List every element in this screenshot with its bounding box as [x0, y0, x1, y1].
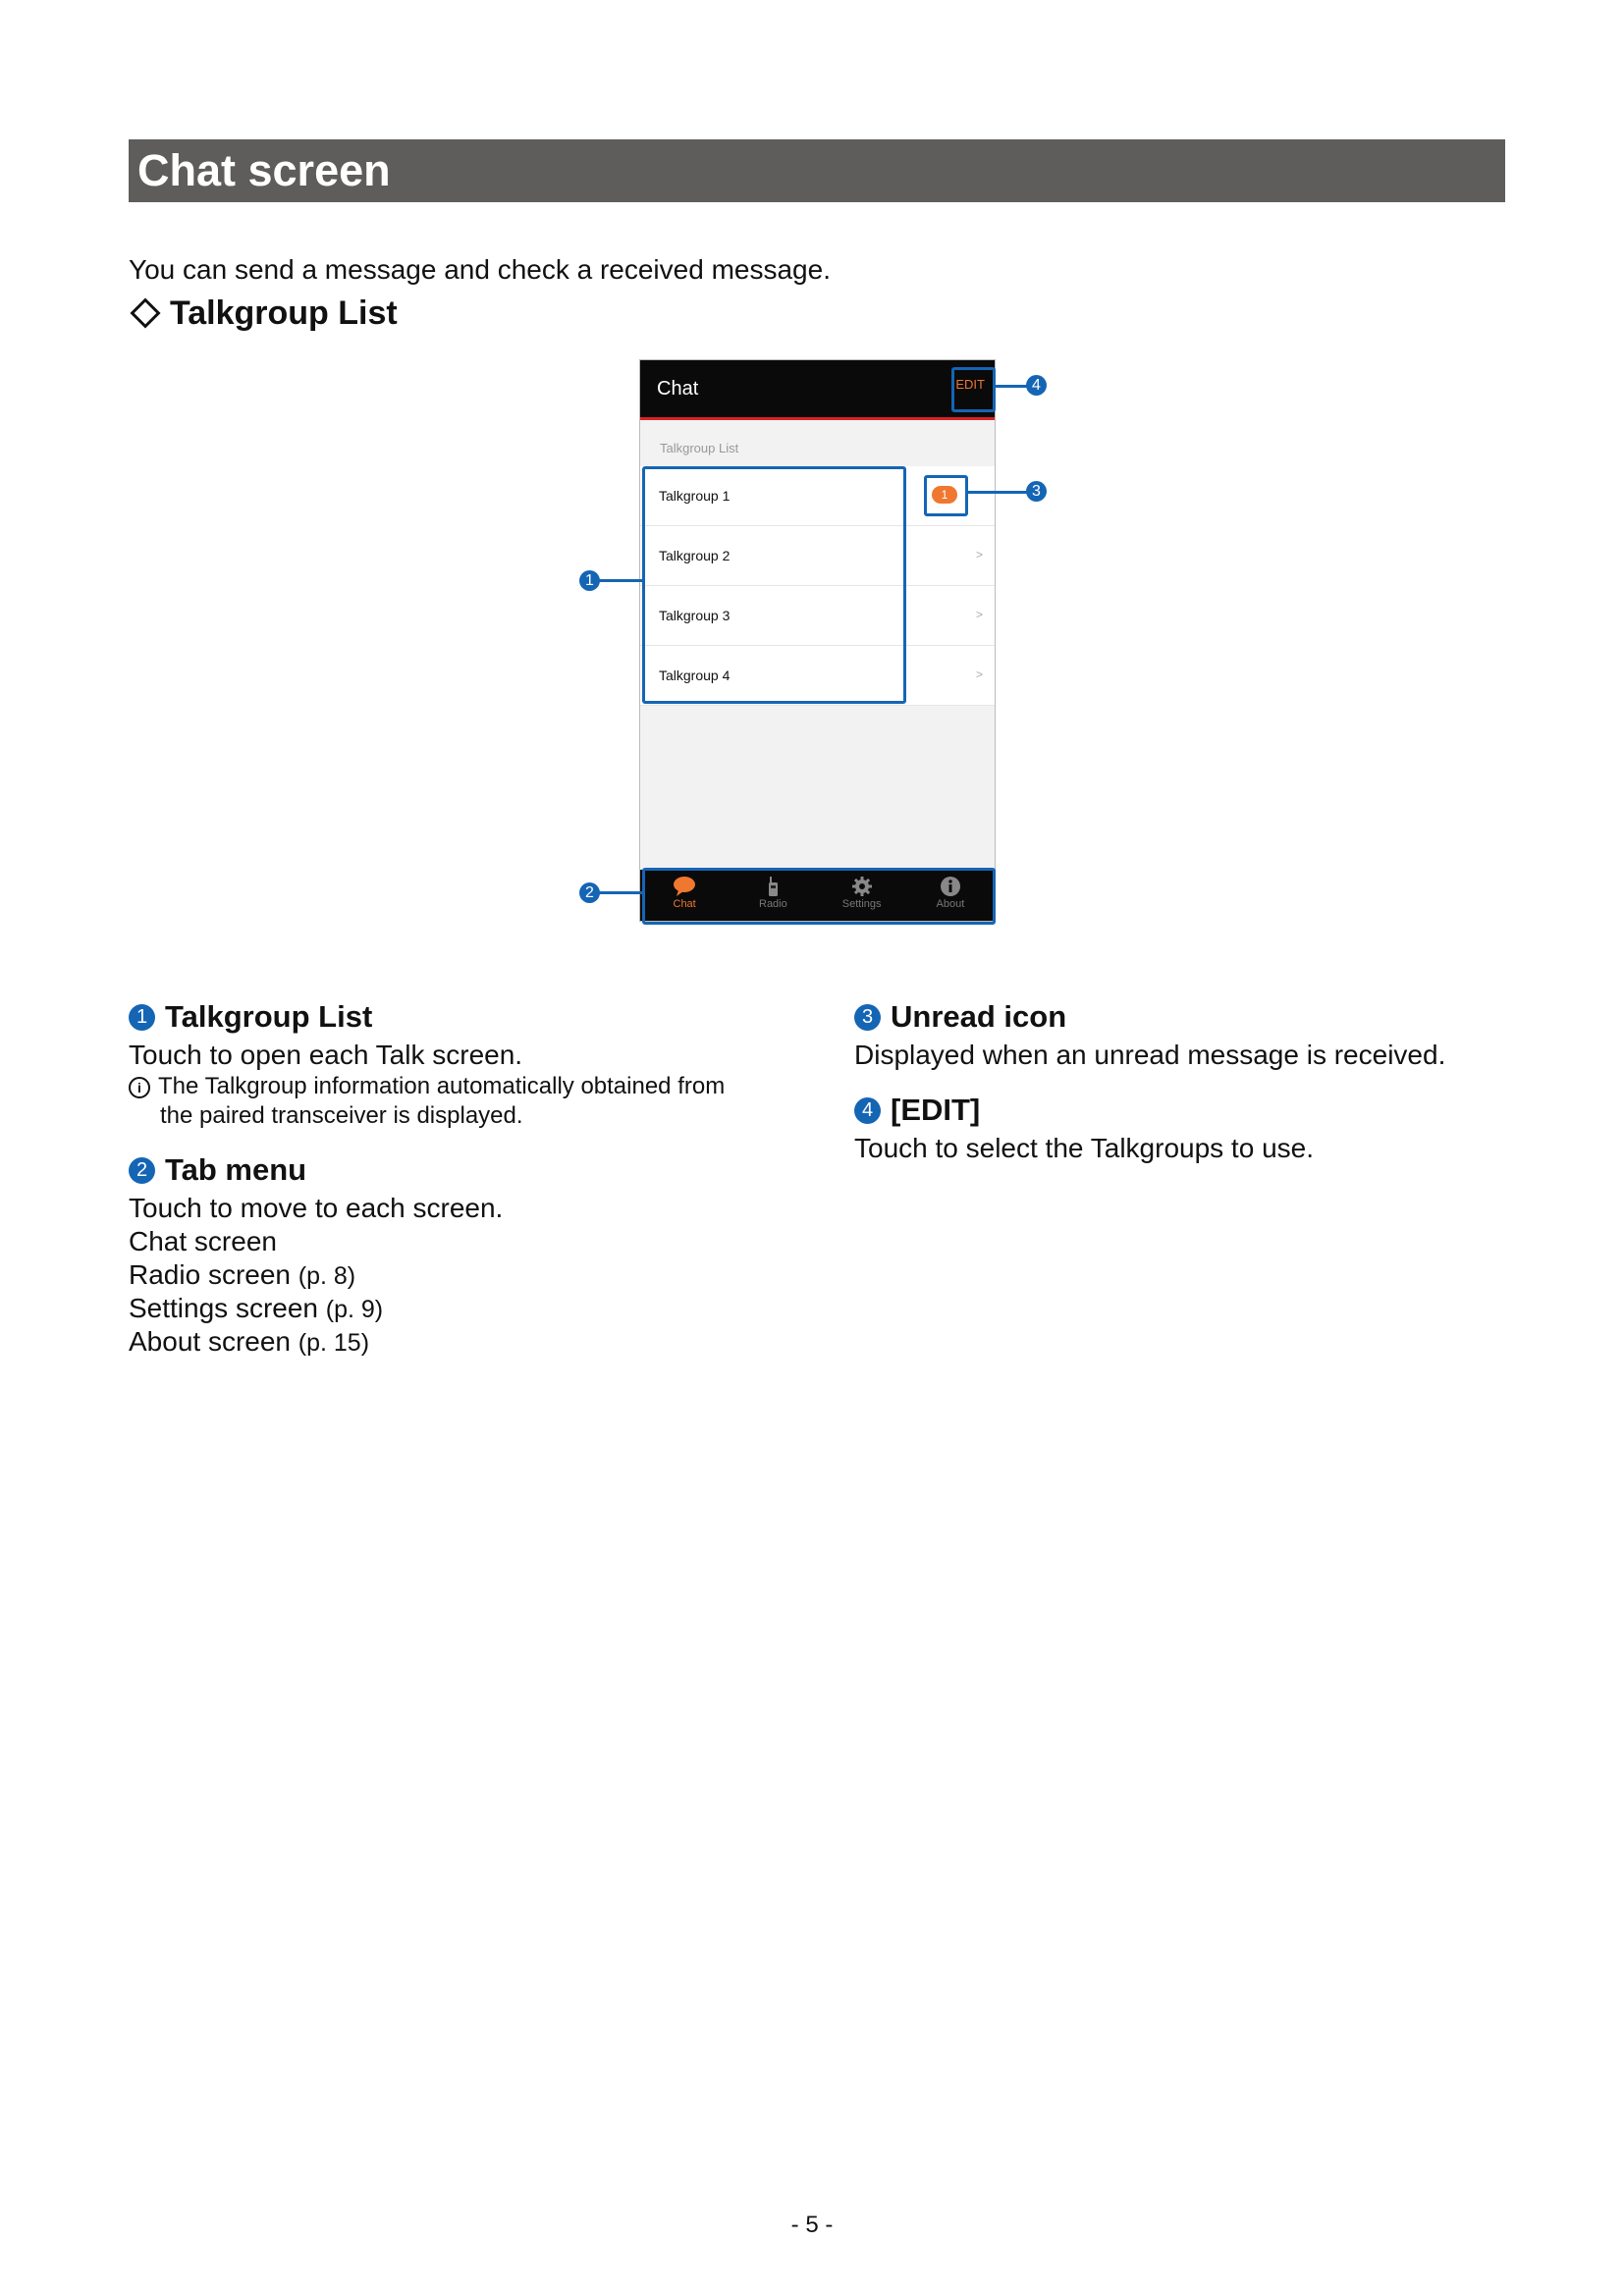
- screen-list-item: [129, 1292, 383, 1326]
- screen-list-item: [129, 1258, 355, 1293]
- page-ref: (p. 8): [298, 1262, 356, 1290]
- section-title: Talkgroup List: [165, 999, 373, 1034]
- talkgroup-label: Talkgroup 2: [659, 548, 731, 563]
- section-title: Unread icon: [891, 999, 1067, 1034]
- screen-name: About screen: [129, 1326, 291, 1357]
- section-1-heading: [129, 999, 372, 1035]
- section-4-text: Touch to select the Talkgroups to use.: [854, 1133, 1314, 1163]
- talkgroup-label: Talkgroup 3: [659, 608, 731, 623]
- list-header: Talkgroup List: [660, 441, 739, 455]
- section-1-text: Touch to open each Talk screen.: [129, 1040, 523, 1070]
- page-ref: (p. 15): [298, 1329, 370, 1357]
- screen-list-item: [129, 1325, 369, 1360]
- talkgroup-label: Talkgroup 1: [659, 488, 731, 504]
- section-3-heading: [854, 999, 1066, 1035]
- section-number: 1: [129, 1004, 155, 1031]
- info-icon: i: [129, 1077, 150, 1098]
- talkgroup-label: Talkgroup 4: [659, 667, 731, 683]
- section-number: 2: [129, 1157, 155, 1184]
- section-number: 4: [854, 1097, 881, 1124]
- chevron-right-icon: >: [975, 548, 983, 561]
- callout-number-4: 4: [1026, 375, 1047, 396]
- section-title: Tab menu: [165, 1152, 307, 1187]
- subheading-label: Talkgroup List: [170, 294, 398, 332]
- note-line: The Talkgroup information automatically obtained from: [158, 1073, 726, 1099]
- intro-text: You can send a message and check a received message.: [129, 254, 831, 285]
- phone-header: [640, 360, 995, 420]
- section-2-heading: [129, 1152, 306, 1188]
- section-4-heading: [854, 1093, 980, 1128]
- phone-title: Chat: [657, 378, 699, 400]
- diamond-icon: [130, 297, 160, 328]
- callout-line-1: [599, 579, 643, 582]
- screen-name: Radio screen: [129, 1259, 291, 1290]
- screen-name: Chat screen: [129, 1226, 277, 1256]
- unread-badge: 1: [932, 486, 957, 504]
- section-2-text: Touch to move to each screen.: [129, 1193, 504, 1223]
- callout-box-2: [642, 868, 996, 925]
- section-3-text: Displayed when an unread message is received.: [854, 1040, 1446, 1070]
- tab-label: About: [936, 898, 965, 910]
- callout-box-4: [951, 367, 996, 412]
- screen-list-item: [129, 1225, 277, 1258]
- note-line: the paired transceiver is displayed.: [160, 1102, 523, 1129]
- page-ref: (p. 9): [325, 1296, 384, 1323]
- callout-number-2: 2: [579, 882, 600, 903]
- callout-box-3: [924, 475, 968, 516]
- chevron-right-icon: >: [975, 608, 983, 621]
- subheading: [129, 294, 398, 333]
- section-number: 3: [854, 1004, 881, 1031]
- page-title: Chat screen: [129, 139, 1505, 202]
- section-title: [EDIT]: [891, 1093, 981, 1127]
- edit-button[interactable]: EDIT: [955, 377, 985, 392]
- screen-name: Settings screen: [129, 1293, 318, 1323]
- callout-number-1: 1: [579, 570, 600, 591]
- tab-label: Chat: [673, 898, 696, 910]
- tab-label: Settings: [841, 898, 882, 910]
- callout-box-1: [642, 466, 906, 704]
- chevron-right-icon: >: [975, 667, 983, 681]
- tab-label: Radio: [759, 898, 787, 910]
- callout-number-3: 3: [1026, 481, 1047, 502]
- section-1-note: [129, 1072, 777, 1131]
- callout-line-2: [599, 891, 643, 894]
- page-number: - 5 -: [790, 2212, 834, 2238]
